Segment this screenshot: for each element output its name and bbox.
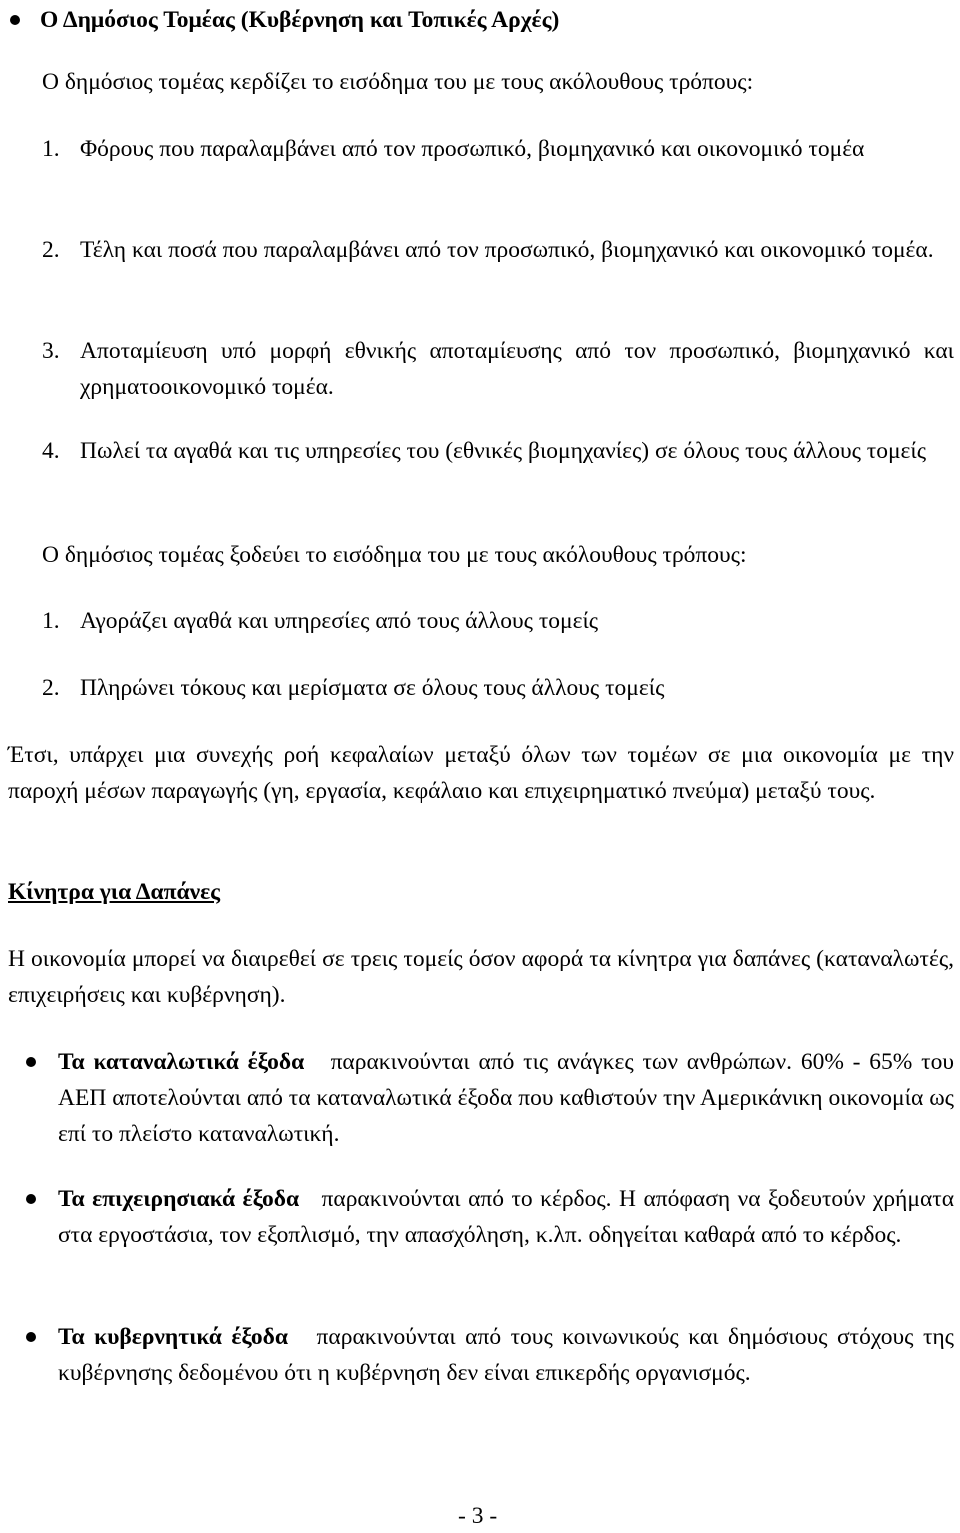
income-item: Τέλη και ποσά που παραλαμβάνει από τον προσωπικό, βιομηχανικό και οικονομικό τομέα. [80,237,934,263]
bullet-bold-label: Τα καταναλωτικά έξοδα [58,1049,305,1075]
income-item-number: 4. [42,438,60,464]
bullet-bold-label: Τα κυβερνητικά έξοδα [58,1324,288,1350]
bullet-icon [26,1194,36,1204]
bullet-icon [26,1332,36,1342]
spend-item-number: 2. [42,675,60,701]
bullet-icon [10,15,20,25]
bullet-item-government [58,1319,954,1391]
page-heading: Ο Δημόσιος Τομέας (Κυβέρνηση και Τοπικές Αρχές) [40,7,560,33]
page-number: - 3 - [458,1503,498,1529]
spend-item: Αγοράζει αγαθά και υπηρεσίες από τους άλλους τομείς [80,608,599,634]
bullet-text: παρακινούνται από τις ανάγκες των ανθρώπων. 60% - 65% του ΑΕΠ αποτελούνται από τα καταναλωτικά έξοδα που καθιστούν την Αμερικάνικη οικονομία ως επί το πλείστο καταναλωτική. [58,1049,954,1147]
income-item: Αποταμίευση υπό μορφή εθνικής αποταμίευσης από τον προσωπικό, βιομηχανικό και χρηματοοικονομικό τομέα. [80,338,954,400]
bullet-text: παρακινούνται από το κέρδος. Η απόφαση να ξοδευτούν χρήματα στα εργοστάσια, τον εξοπλισμό, την απασχόληση, κ.λπ. οδηγείται καθαρά από το κέρδος. [58,1186,955,1248]
income-intro: Ο δημόσιος τομέας κερδίζει το εισόδημα του με τους ακόλουθους τρόπους: [42,69,754,95]
income-item-number: 1. [42,136,60,162]
income-item-number: 2. [42,237,60,263]
bullet-text: παρακινούνται από τους κοινωνικούς και δημόσιους στόχους της κυβέρνησης δεδομένου ότι η κυβέρνηση δεν είναι επικερδής οργανισμός. [58,1324,954,1386]
income-item-number: 3. [42,338,60,364]
bullet-bold-label: Τα επιχειρησιακά έξοδα [58,1186,300,1212]
income-item: Πωλεί τα αγαθά και τις υπηρεσίες του (εθνικές βιομηχανίες) σε όλους τους άλλους τομείς [80,438,927,464]
spend-intro: Ο δημόσιος τομέας ξοδεύει το εισόδημα του με τους ακόλουθους τρόπους: [42,542,747,568]
section-intro: Η οικονομία μπορεί να διαιρεθεί σε τρεις τομείς όσον αφορά τα κίνητρα για δαπάνες (καταναλωτές, επιχειρήσεις και κυβέρνηση). [8,946,954,1008]
bullet-icon [26,1057,36,1067]
spend-item: Πληρώνει τόκους και μερίσματα σε όλους τους άλλους τομείς [80,675,665,701]
income-item: Φόρους που παραλαμβάνει από τον προσωπικό, βιομηχανικό και οικονομικό τομέα [80,136,865,162]
bullet-item-business [58,1181,954,1253]
spend-item-number: 1. [42,608,60,634]
bullet-item-consumer [58,1044,954,1152]
section-heading: Κίνητρα για Δαπάνες [8,879,221,905]
flow-paragraph: Έτσι, υπάρχει μια συνεχής ροή κεφαλαίων μεταξύ όλων των τομέων σε μια οικονομία με την παροχή μέσων παραγωγής (γη, εργασία, κεφάλαιο και επιχειρηματικό πνεύμα) μεταξύ τους. [8,742,954,804]
